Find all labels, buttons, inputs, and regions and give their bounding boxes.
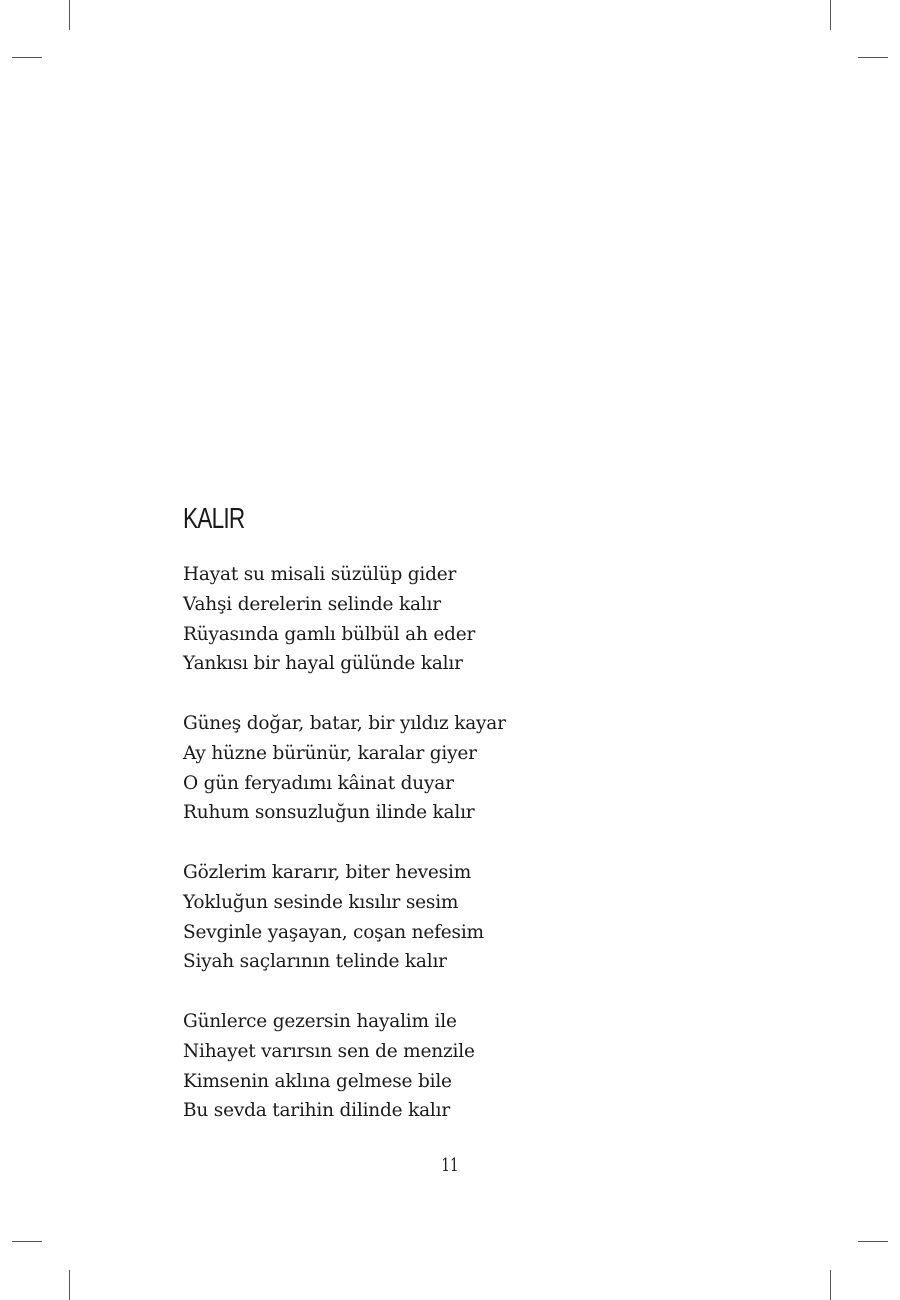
poem-title: KALIR bbox=[183, 503, 245, 535]
crop-mark-right-top bbox=[858, 57, 888, 58]
verse-line: Siyah saçlarının telinde kalır bbox=[183, 951, 447, 973]
verse-line: Kimsenin aklına gelmese bile bbox=[183, 1070, 452, 1092]
stanza-4 bbox=[183, 1007, 475, 1126]
verse-line: Rüyasında gamlı bülbül ah eder bbox=[183, 623, 476, 645]
verse-line: Yankısı bir hayal gülünde kalır bbox=[183, 653, 463, 675]
stanza-2 bbox=[183, 709, 506, 828]
stanza-3 bbox=[183, 858, 484, 977]
verse-line: Gözlerim kararır, biter hevesim bbox=[183, 862, 472, 883]
crop-mark-right-bottom bbox=[858, 1241, 888, 1242]
page-number: 11 bbox=[441, 1155, 459, 1176]
verse-line: Ruhum sonsuzluğun ilinde kalır bbox=[183, 802, 475, 824]
verse-line: Bu sevda tarihin dilinde kalır bbox=[183, 1100, 450, 1122]
crop-mark-left-bottom bbox=[12, 1241, 42, 1242]
verse-line: Nihayet varırsın sen de menzile bbox=[183, 1040, 475, 1062]
verse-line: Güneş doğar, batar, bir yıldız kayar bbox=[183, 713, 506, 734]
verse-line: Ay hüzne bürünür, karalar giyer bbox=[183, 742, 477, 764]
crop-mark-bottom-right bbox=[830, 1270, 831, 1300]
verse-line: Sevginle yaşayan, coşan nefesim bbox=[183, 921, 484, 943]
crop-mark-bottom-left bbox=[69, 1270, 70, 1300]
verse-line: Hayat su misali süzülüp gider bbox=[183, 564, 457, 585]
verse-line: O gün feryadımı kâinat duyar bbox=[183, 772, 454, 794]
crop-mark-top-right bbox=[830, 0, 831, 30]
verse-line: Vahşi derelerin selinde kalır bbox=[183, 593, 441, 615]
verse-line: Yokluğun sesinde kısılır sesim bbox=[183, 891, 459, 913]
stanza-1 bbox=[183, 560, 475, 679]
crop-mark-left-top bbox=[12, 57, 42, 58]
crop-mark-top-left bbox=[69, 0, 70, 30]
verse-line: Günlerce gezersin hayalim ile bbox=[183, 1011, 457, 1032]
